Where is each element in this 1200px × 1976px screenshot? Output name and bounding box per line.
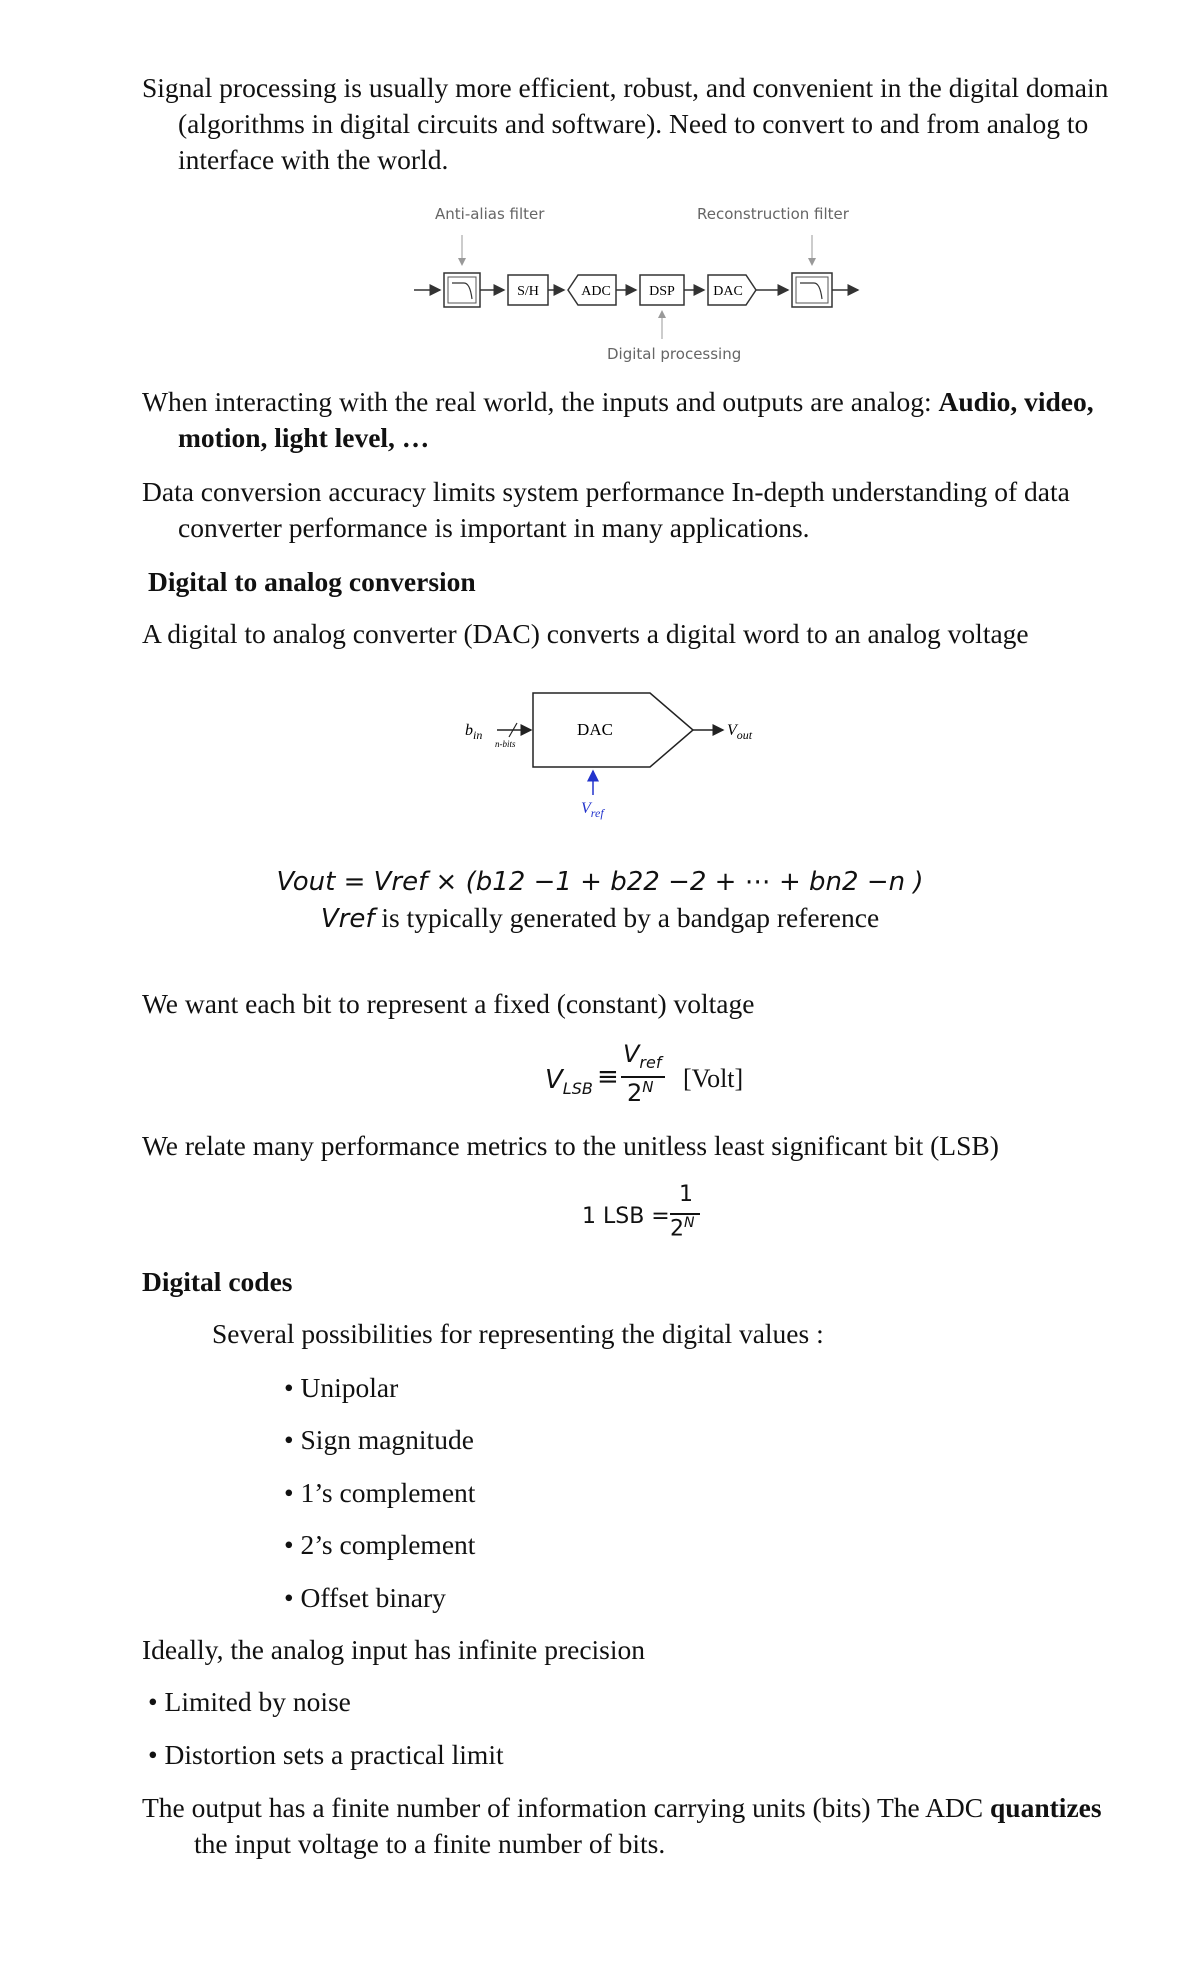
lsb-numerator: 1 [679, 1182, 693, 1207]
digital-codes-heading: Digital codes [142, 1266, 293, 1297]
vout-equation-text: Vout = Vref × (b12 −1 + b22 −2 + ⋯ + bn2 −n ) [276, 867, 924, 897]
list-item: • Offset binary [284, 1582, 446, 1613]
vlsb-denominator: $2^N$ [627, 1078, 654, 1107]
vlsb-lhs: $V_{LSB}$ [545, 1065, 593, 1099]
anti-alias-filter-block [444, 273, 480, 307]
lsb-equation [582, 1180, 782, 1250]
list-item: • 1’s complement [284, 1477, 476, 1508]
dac-bits-label: n-bits [495, 739, 516, 749]
digital-processing-label: Digital processing [607, 345, 742, 363]
list-item: • Distortion sets a practical limit [148, 1739, 504, 1770]
dac-block-diagram [455, 685, 775, 825]
dac-output-label: $V_{out}$ [727, 722, 753, 742]
vref-note [0, 900, 1200, 937]
dac-symbol-label: DAC [577, 720, 613, 739]
lsb-lhs: 1 LSB = [582, 1204, 670, 1229]
accuracy-paragraph: Data conversion accuracy limits system performance In-depth understanding of data converter performance is important in many applications. [142, 476, 1070, 543]
dac-symbol [533, 693, 693, 767]
vref-var: Vref [320, 904, 375, 934]
signal-chain-diagram [400, 205, 880, 365]
dac-ref-label: $V_{ref}$ [581, 800, 604, 820]
vlsb-equation [545, 1040, 845, 1110]
vout-equation [0, 864, 1200, 900]
anti-alias-label: Anti-alias filter [435, 205, 545, 223]
real-world-text: When interacting with the real world, the inputs and outputs are analog: [142, 386, 939, 417]
adc-label: ADC [581, 284, 611, 299]
real-world-paragraph [142, 384, 1138, 456]
dac-label: DAC [713, 284, 743, 299]
list-item: • 2’s complement [284, 1529, 476, 1560]
lsb-denominator: $2^N$ [670, 1215, 695, 1242]
lsb-paragraph: We relate many performance metrics to the unitless least significant bit (LSB) [142, 1130, 999, 1161]
representations-intro: Several possibilities for representing the digital values : [212, 1318, 824, 1349]
real-world-examples: Audio, video, motion, light level, … [178, 386, 1094, 453]
vref-note-text: is typically generated by a bandgap reference [374, 902, 880, 933]
quantize-paragraph: The output has a finite number of information carrying units (bits) The ADC quantizes the input voltage to a finite number of bits. [142, 1792, 1102, 1859]
dac-heading: Digital to analog conversion [148, 566, 476, 597]
quantizes-term: quantizes [990, 1792, 1102, 1823]
vlsb-equiv: ≡ [597, 1062, 619, 1092]
sh-label: S/H [517, 284, 539, 299]
precision-paragraph: Ideally, the analog input has infinite precision [142, 1634, 646, 1665]
reconstruction-label: Reconstruction filter [697, 205, 849, 223]
dac-definition: A digital to analog converter (DAC) converts a digital word to an analog voltage [142, 618, 1029, 649]
list-item: • Sign magnitude [284, 1424, 474, 1455]
signal-chain-svg [400, 225, 880, 365]
dsp-label: DSP [649, 284, 675, 299]
list-item: • Unipolar [284, 1372, 399, 1403]
reconstruction-filter-block [792, 273, 832, 307]
dac-input-label: $b_{in}$ [465, 722, 483, 742]
vlsb-numerator: $V_{ref}$ [623, 1040, 662, 1072]
vlsb-unit: [Volt] [683, 1064, 744, 1093]
fixed-voltage-paragraph: We want each bit to represent a fixed (constant) voltage [142, 988, 755, 1019]
intro-paragraph: Signal processing is usually more efficient, robust, and convenient in the digital domain (algorithms in digital circuits and software). Need to convert to and from analog to interface with the world. [142, 72, 1109, 175]
list-item: • Limited by noise [148, 1686, 351, 1717]
